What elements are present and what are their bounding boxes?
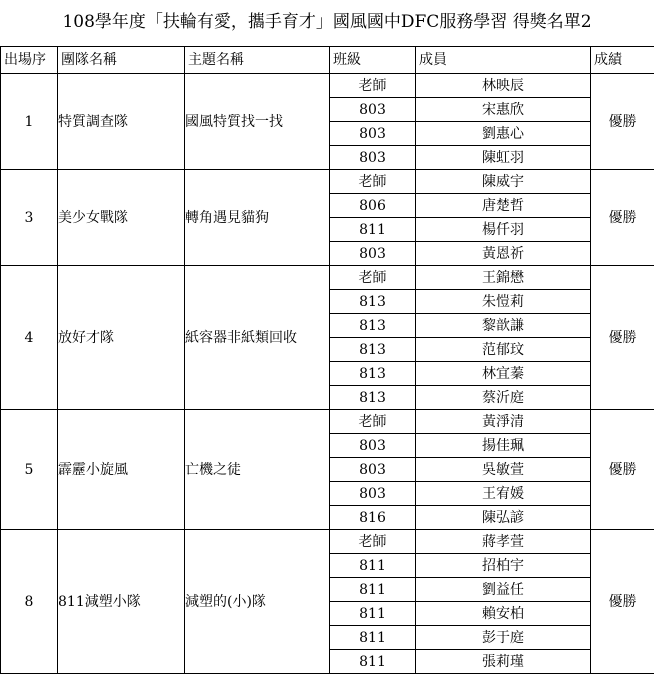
member-name-cell: 陳虹羽 <box>416 146 591 170</box>
member-name-cell: 彭于庭 <box>416 626 591 650</box>
team-name-cell: 美少女戰隊 <box>58 170 185 266</box>
class-cell: 老師 <box>330 74 416 98</box>
table-row <box>1 74 654 98</box>
member-name-cell: 蔡沂庭 <box>416 386 591 410</box>
header-class: 班級 <box>330 47 416 74</box>
class-cell: 811 <box>330 578 416 602</box>
class-cell: 803 <box>330 242 416 266</box>
member-name-cell: 王宥媛 <box>416 482 591 506</box>
team-name-cell: 放好才隊 <box>58 266 185 410</box>
class-cell: 老師 <box>330 266 416 290</box>
member-name-cell: 劉惠心 <box>416 122 591 146</box>
header-topic-name: 主題名稱 <box>185 47 330 74</box>
member-name-cell: 黎歆謙 <box>416 314 591 338</box>
class-cell: 806 <box>330 194 416 218</box>
class-cell: 813 <box>330 338 416 362</box>
table-row <box>1 410 654 434</box>
result-cell: 優勝 <box>591 530 654 674</box>
class-cell: 老師 <box>330 410 416 434</box>
member-name-cell: 賴安柏 <box>416 602 591 626</box>
header-row <box>1 47 654 74</box>
team-name-cell: 霹靂小旋風 <box>58 410 185 530</box>
class-cell: 813 <box>330 362 416 386</box>
class-cell: 803 <box>330 98 416 122</box>
member-name-cell: 林宜蓁 <box>416 362 591 386</box>
member-name-cell: 唐楚哲 <box>416 194 591 218</box>
topic-name-cell: 亡機之徒 <box>185 410 330 530</box>
class-cell: 803 <box>330 458 416 482</box>
order-cell: 8 <box>1 530 58 674</box>
table-row <box>1 170 654 194</box>
topic-name-cell: 國風特質找一找 <box>185 74 330 170</box>
member-name-cell: 楊仟羽 <box>416 218 591 242</box>
member-name-cell: 吳敏萱 <box>416 458 591 482</box>
class-cell: 811 <box>330 554 416 578</box>
class-cell: 803 <box>330 434 416 458</box>
class-cell: 803 <box>330 146 416 170</box>
team-name-cell: 特質調查隊 <box>58 74 185 170</box>
order-cell: 4 <box>1 266 58 410</box>
member-name-cell: 陳弘諺 <box>416 506 591 530</box>
result-cell: 優勝 <box>591 266 654 410</box>
member-name-cell: 張莉瑾 <box>416 650 591 674</box>
class-cell: 811 <box>330 218 416 242</box>
topic-name-cell: 轉角遇見貓狗 <box>185 170 330 266</box>
member-name-cell: 黃淨清 <box>416 410 591 434</box>
award-list-table <box>0 46 654 674</box>
page-title: 108學年度「扶輪有愛，攜手育才」國風國中DFC服務學習 得獎名單2 <box>0 0 654 44</box>
table-row <box>1 266 654 290</box>
header-order: 出場序 <box>1 47 58 74</box>
class-cell: 816 <box>330 506 416 530</box>
header-team-name: 團隊名稱 <box>58 47 185 74</box>
class-cell: 811 <box>330 602 416 626</box>
topic-name-cell: 減塑的(小)隊 <box>185 530 330 674</box>
class-cell: 811 <box>330 626 416 650</box>
result-cell: 優勝 <box>591 170 654 266</box>
order-cell: 3 <box>1 170 58 266</box>
member-name-cell: 朱愷莉 <box>416 290 591 314</box>
class-cell: 老師 <box>330 530 416 554</box>
class-cell: 803 <box>330 122 416 146</box>
member-name-cell: 范郁玟 <box>416 338 591 362</box>
member-name-cell: 招柏宇 <box>416 554 591 578</box>
member-name-cell: 黃恩祈 <box>416 242 591 266</box>
member-name-cell: 林映辰 <box>416 74 591 98</box>
member-name-cell: 宋惠欣 <box>416 98 591 122</box>
class-cell: 813 <box>330 314 416 338</box>
member-name-cell: 劉益任 <box>416 578 591 602</box>
header-members: 成員 <box>416 47 591 74</box>
member-name-cell: 陳威宇 <box>416 170 591 194</box>
table-header <box>1 47 654 74</box>
order-cell: 1 <box>1 74 58 170</box>
class-cell: 803 <box>330 482 416 506</box>
class-cell: 老師 <box>330 170 416 194</box>
result-cell: 優勝 <box>591 74 654 170</box>
member-name-cell: 王錦懋 <box>416 266 591 290</box>
member-name-cell: 揚佳珮 <box>416 434 591 458</box>
class-cell: 811 <box>330 650 416 674</box>
table-body <box>1 74 654 674</box>
team-name-cell: 811減塑小隊 <box>58 530 185 674</box>
result-cell: 優勝 <box>591 410 654 530</box>
class-cell: 813 <box>330 386 416 410</box>
topic-name-cell: 紙容器非紙類回收 <box>185 266 330 410</box>
order-cell: 5 <box>1 410 58 530</box>
header-result: 成績 <box>591 47 654 74</box>
member-name-cell: 蔣孝萱 <box>416 530 591 554</box>
class-cell: 813 <box>330 290 416 314</box>
table-row <box>1 530 654 554</box>
